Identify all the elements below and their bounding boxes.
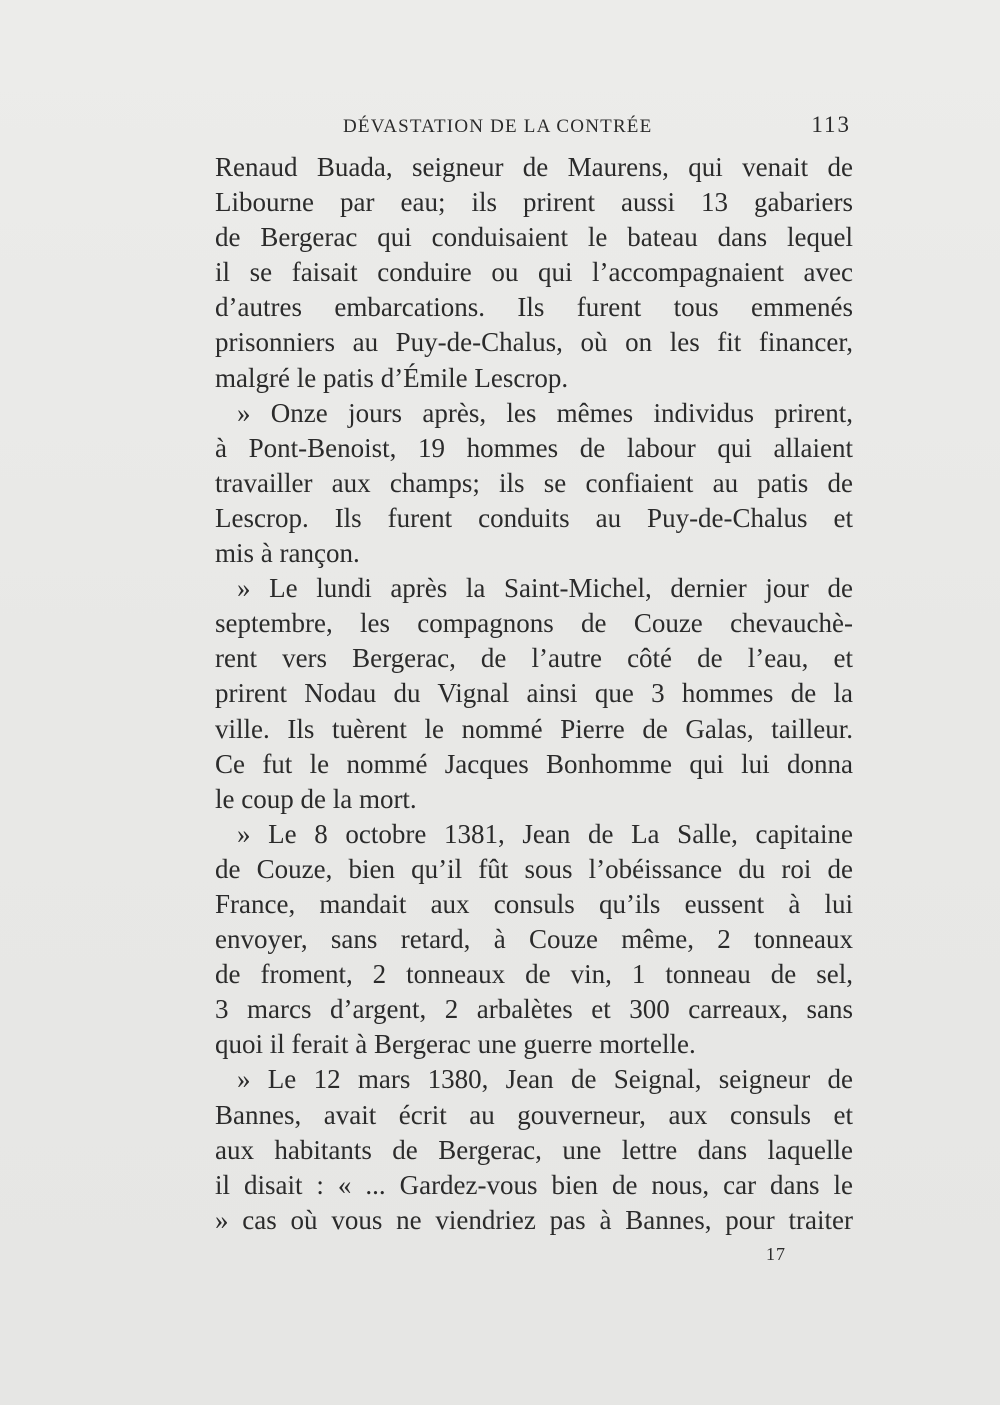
signature-mark: 17 (766, 1244, 786, 1264)
text-line: envoyer, sans retard, à Couze même, 2 tonneaux (215, 924, 853, 955)
text-line: France, mandait aux consuls qu’ils eussent à lui (215, 888, 853, 919)
body-text (215, 150, 853, 1238)
text-line: » Le lundi après la Saint-Michel, dernier jour de (237, 573, 853, 604)
text-line: quoi il ferait à Bergerac une guerre mortelle. (215, 1029, 696, 1060)
text-line: le coup de la mort. (215, 783, 417, 814)
text-line: Bannes, avait écrit au gouverneur, aux consuls et (215, 1099, 853, 1130)
text-line: prisonniers au Puy-de-Chalus, où on les fit financer, (215, 327, 853, 358)
text-line: d’autres embarcations. Ils furent tous emmenés (215, 292, 853, 323)
text-line: malgré le patis d’Émile Lescrop. (215, 362, 569, 393)
text-line: à Pont-Benoist, 19 hommes de labour qui allaient (215, 432, 853, 463)
text-line: » Onze jours après, les mêmes individus prirent, (237, 397, 853, 428)
text-line: aux habitants de Bergerac, une lettre dans laquelle (215, 1134, 853, 1165)
page-number: 113 (811, 112, 851, 137)
text-line: prirent Nodau du Vignal ainsi que 3 hommes de la (215, 678, 853, 709)
text-line: Renaud Buada, seigneur de Maurens, qui venait de (215, 152, 853, 182)
text-line: » cas où vous ne viendriez pas à Bannes, pour traiter (215, 1204, 853, 1235)
text-line: 3 marcs d’argent, 2 arbalètes et 300 carreaux, sans (215, 994, 853, 1025)
text-line: » Le 12 mars 1380, Jean de Seignal, seigneur de (237, 1064, 853, 1095)
text-line: Ce fut le nommé Jacques Bonhomme qui lui donna (215, 748, 853, 779)
text-line: travailler aux champs; ils se confiaient au patis de (215, 467, 853, 498)
text-line: rent vers Bergerac, de l’autre côté de l’eau, et (215, 643, 853, 674)
text-line: de froment, 2 tonneaux de vin, 1 tonneau de sel, (215, 959, 853, 990)
text-line: Libourne par eau; ils prirent aussi 13 gabariers (215, 187, 853, 218)
text-line: ville. Ils tuèrent le nommé Pierre de Galas, tailleur. (215, 713, 853, 744)
running-head (215, 112, 855, 142)
text-line: Lescrop. Ils furent conduits au Puy-de-Chalus et (215, 502, 853, 533)
text-line: mis à rançon. (215, 538, 360, 569)
text-line: » Le 8 octobre 1381, Jean de La Salle, capitaine (237, 818, 853, 849)
text-line: de Couze, bien qu’il fût sous l’obéissance du roi de (215, 853, 853, 884)
text-line: septembre, les compagnons de Couze chevauchè- (215, 608, 853, 639)
text-line: de Bergerac qui conduisaient le bateau dans lequel (215, 222, 853, 253)
running-title: DÉVASTATION DE LA CONTRÉE (343, 116, 653, 137)
text-line: il disait : « ... Gardez-vous bien de nous, car dans le (215, 1169, 853, 1200)
text-line: il se faisait conduire ou qui l’accompagnaient avec (215, 257, 853, 288)
